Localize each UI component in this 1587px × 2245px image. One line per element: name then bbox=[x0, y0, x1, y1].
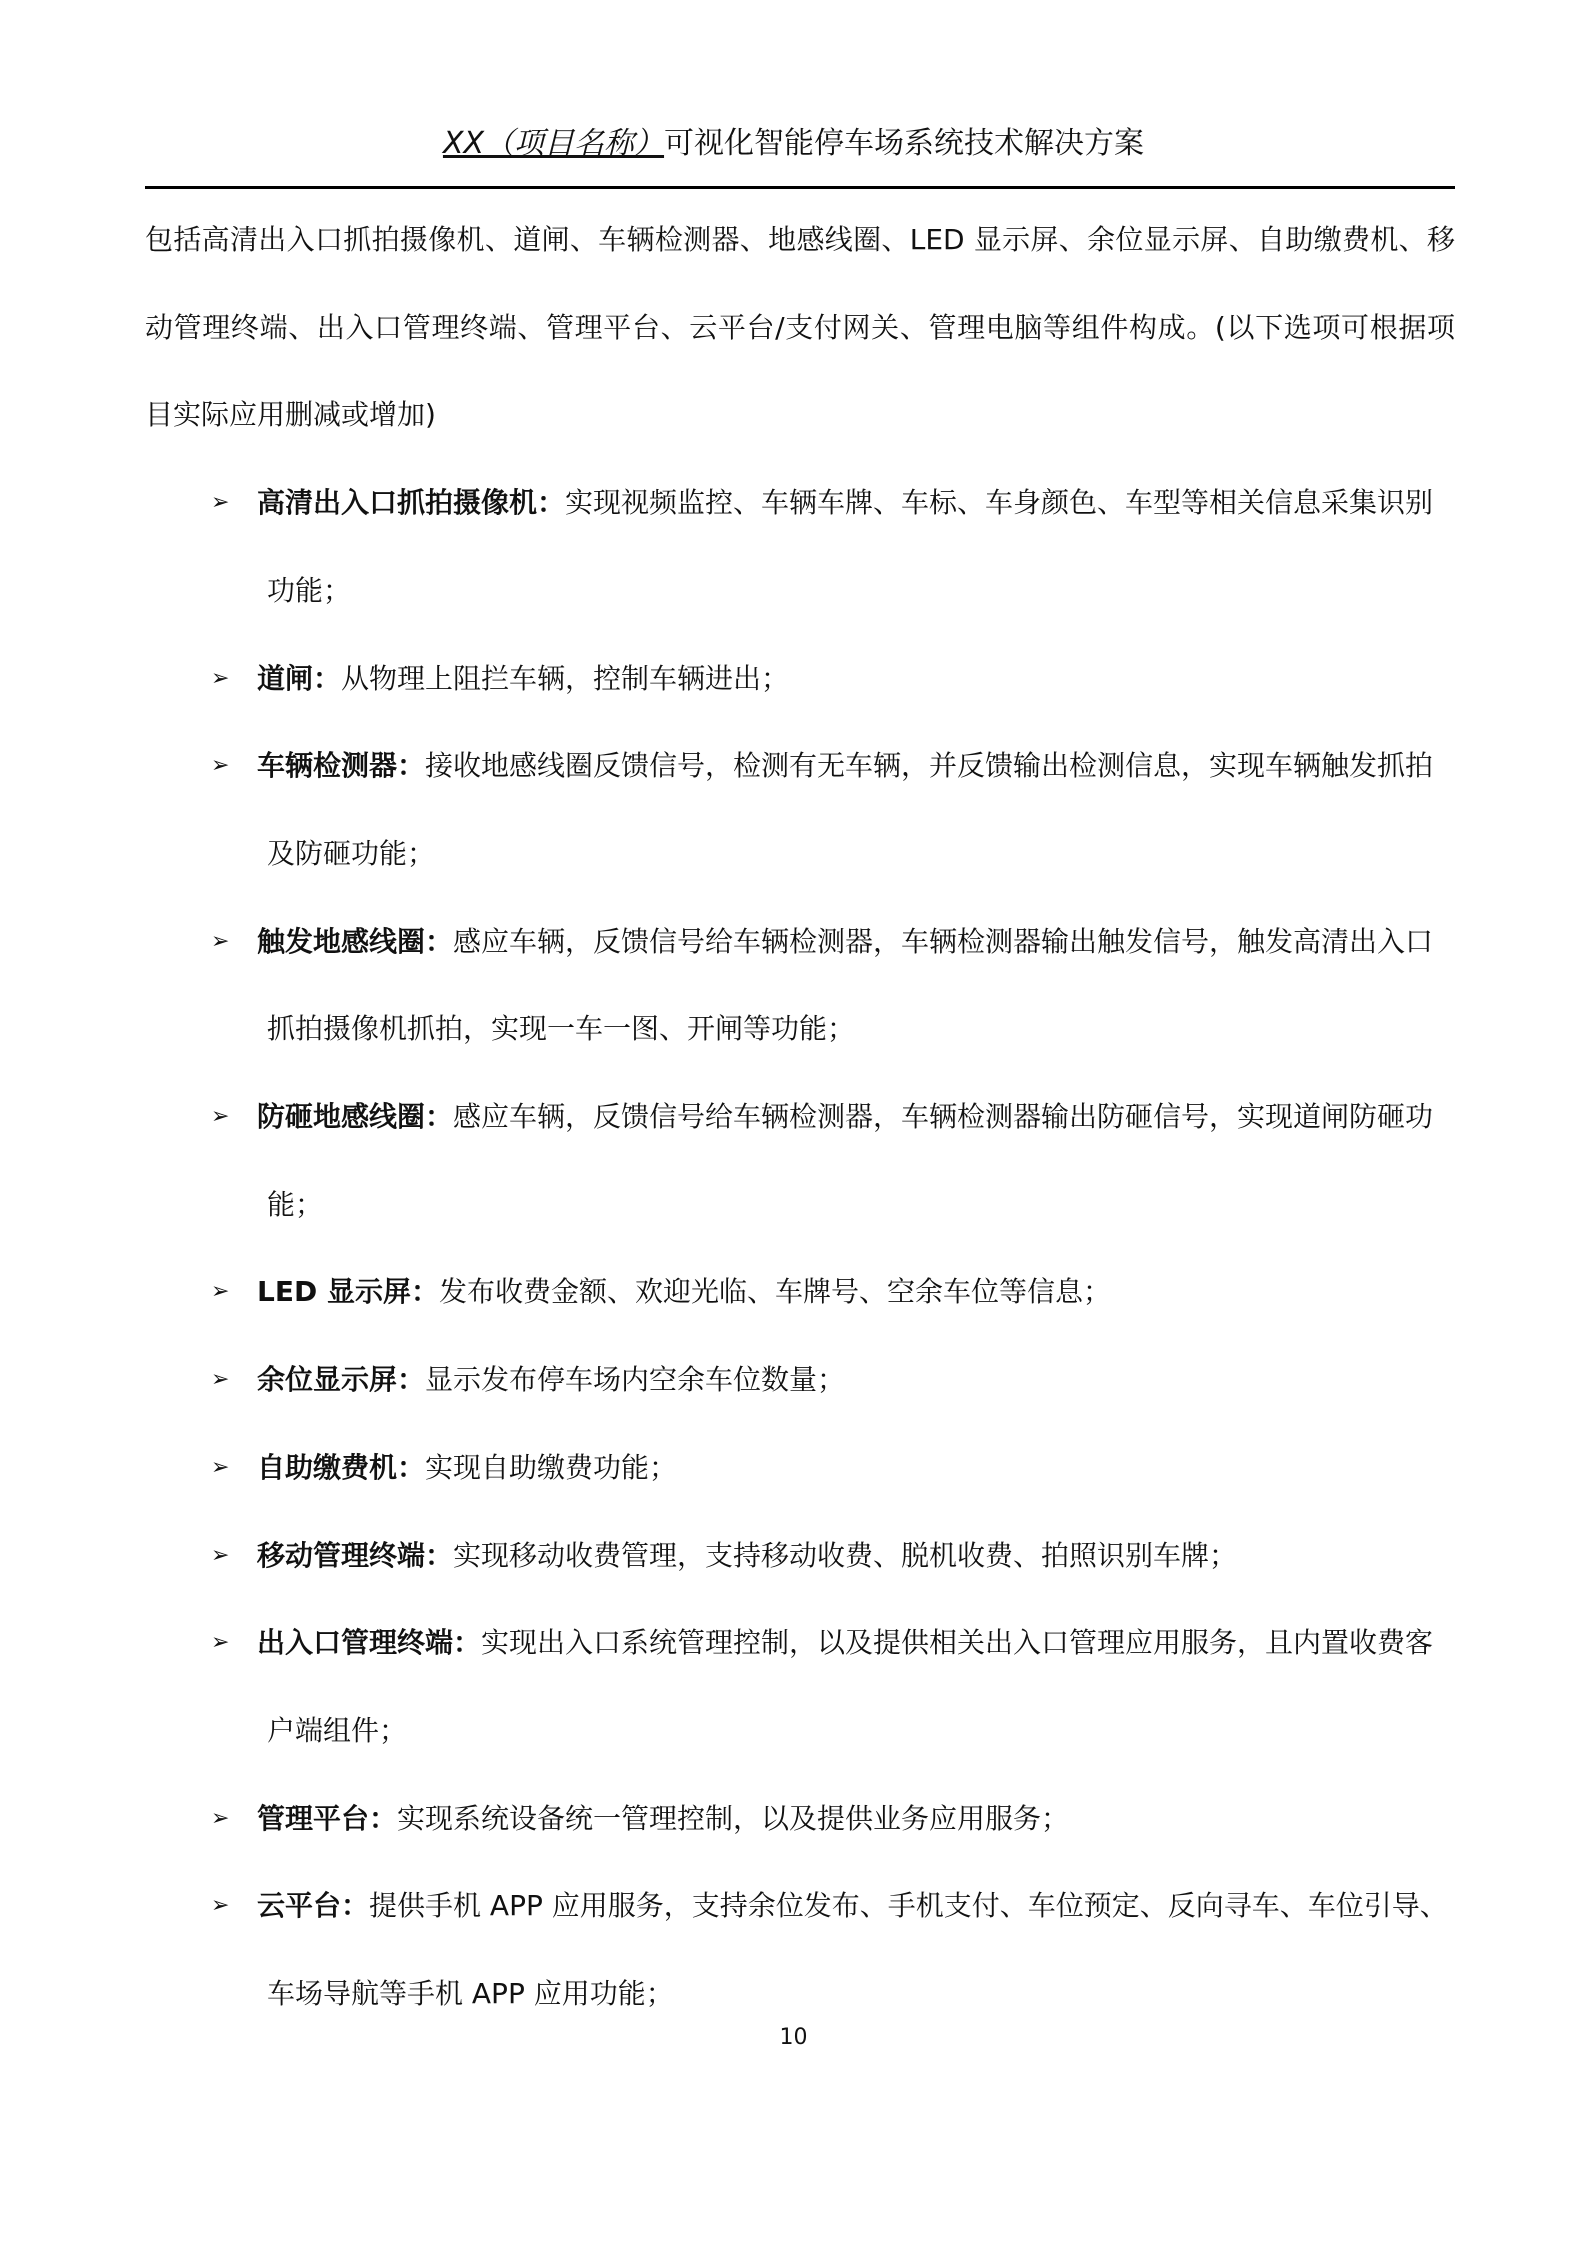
item-text: 显示发布停车场内空余车位数量； bbox=[425, 1363, 846, 1397]
item-text-continued: 及防砸功能； bbox=[267, 836, 436, 870]
item-text: 从物理上阻拦车辆，控制车辆进出； bbox=[341, 661, 790, 695]
list-item bbox=[145, 1512, 1455, 1600]
item-label: 道闸： bbox=[257, 661, 342, 695]
header-title: 可视化智能停车场系统技术解决方案 bbox=[664, 126, 1145, 161]
item-label: LED 显示屏： bbox=[257, 1275, 439, 1309]
item-text: 实现系统设备统一管理控制，以及提供业务应用服务； bbox=[397, 1801, 1070, 1835]
item-label: 移动管理终端： bbox=[257, 1538, 454, 1572]
item-text: 实现出入口系统管理控制，以及提供相关出入口管理应用服务，且内置收费客 bbox=[481, 1626, 1434, 1660]
item-text: 实现视频监控、车辆车牌、车标、车身颜色、车型等相关信息采集识别 bbox=[565, 486, 1434, 520]
item-text-continued: 车场导航等手机 APP 应用功能； bbox=[267, 1977, 674, 2011]
item-label: 余位显示屏： bbox=[257, 1363, 426, 1397]
bullet-arrow-icon: ➢ bbox=[211, 490, 230, 516]
item-text: 发布收费金额、欢迎光临、车牌号、空余车位等信息； bbox=[438, 1275, 1111, 1309]
list-item bbox=[145, 1073, 1455, 1248]
list-item bbox=[145, 1424, 1455, 1512]
list-item bbox=[145, 1775, 1455, 1863]
bullet-arrow-icon: ➢ bbox=[211, 753, 230, 779]
item-text-continued: 能； bbox=[267, 1187, 324, 1221]
bullet-arrow-icon: ➢ bbox=[211, 928, 230, 954]
header-rule bbox=[145, 186, 1455, 189]
item-text: 接收地感线圈反馈信号，检测有无车辆，并反馈输出检测信息，实现车辆触发抓拍 bbox=[425, 749, 1434, 783]
item-label: 防砸地感线圈： bbox=[257, 1100, 454, 1134]
bullet-arrow-icon: ➢ bbox=[211, 1279, 230, 1305]
bullet-arrow-icon: ➢ bbox=[211, 1542, 230, 1568]
page-number: 10 bbox=[779, 2025, 808, 2050]
list-item bbox=[145, 1862, 1455, 2037]
list-item bbox=[145, 898, 1455, 1073]
item-label: 云平台： bbox=[257, 1889, 370, 1923]
list-item bbox=[145, 1599, 1455, 1774]
bullet-arrow-icon: ➢ bbox=[211, 1805, 230, 1831]
item-label: 出入口管理终端： bbox=[257, 1626, 482, 1660]
intro-line: 包括高清出入口抓拍摄像机、道闸、车辆检测器、地感线圈、LED 显示屏、余位显示屏、自助缴费机、移 bbox=[145, 223, 1455, 256]
item-text: 实现自助缴费功能； bbox=[425, 1450, 678, 1484]
intro-paragraph bbox=[145, 196, 1455, 459]
list-item bbox=[145, 635, 1455, 723]
header-project-name: XX（项目名称） bbox=[442, 126, 665, 161]
bullet-arrow-icon: ➢ bbox=[211, 665, 230, 691]
list-item bbox=[145, 722, 1455, 897]
item-text: 感应车辆，反馈信号给车辆检测器，车辆检测器输出防砸信号，实现道闸防砸功 bbox=[453, 1100, 1434, 1134]
item-text-continued: 抓拍摄像机抓拍，实现一车一图、开闸等功能； bbox=[267, 1012, 856, 1046]
list-item bbox=[145, 1248, 1455, 1336]
item-text: 实现移动收费管理，支持移动收费、脱机收费、拍照识别车牌； bbox=[453, 1538, 1238, 1572]
bullet-arrow-icon: ➢ bbox=[211, 1104, 230, 1130]
bullet-arrow-icon: ➢ bbox=[211, 1367, 230, 1393]
item-label: 管理平台： bbox=[257, 1801, 398, 1835]
document-body bbox=[145, 196, 1455, 2038]
page-header bbox=[0, 118, 1587, 162]
bullet-arrow-icon: ➢ bbox=[211, 1454, 230, 1480]
item-label: 自助缴费机： bbox=[257, 1450, 426, 1484]
intro-line: 动管理终端、出入口管理终端、管理平台、云平台/支付网关、管理电脑等组件构成。(以下选项可根据项 bbox=[145, 310, 1455, 344]
bullet-arrow-icon: ➢ bbox=[211, 1893, 230, 1919]
item-label: 高清出入口抓拍摄像机： bbox=[257, 486, 566, 520]
item-label: 车辆检测器： bbox=[257, 749, 426, 783]
list-item bbox=[145, 459, 1455, 634]
item-text: 提供手机 APP 应用服务，支持余位发布、手机支付、车位预定、反向寻车、车位引导、 bbox=[369, 1889, 1448, 1923]
item-text-continued: 功能； bbox=[267, 573, 352, 607]
item-text: 感应车辆，反馈信号给车辆检测器，车辆检测器输出触发信号，触发高清出入口 bbox=[453, 924, 1434, 958]
intro-line: 目实际应用删减或增加) bbox=[145, 398, 436, 432]
item-text-continued: 户端组件； bbox=[267, 1713, 408, 1747]
item-label: 触发地感线圈： bbox=[257, 924, 454, 958]
bullet-arrow-icon: ➢ bbox=[211, 1630, 230, 1656]
list-item bbox=[145, 1336, 1455, 1424]
component-list bbox=[145, 459, 1455, 2038]
